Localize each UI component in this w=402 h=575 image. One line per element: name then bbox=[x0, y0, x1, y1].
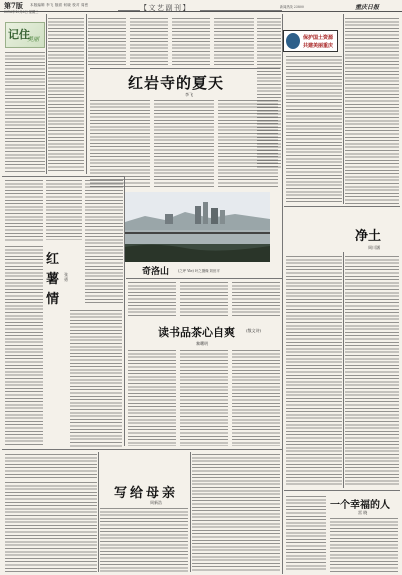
article-body bbox=[5, 454, 97, 478]
article-body bbox=[46, 180, 82, 240]
column-divider bbox=[46, 14, 47, 174]
column-divider bbox=[282, 14, 283, 574]
article-body bbox=[232, 350, 280, 446]
article-byline: 周川涵 bbox=[368, 245, 380, 250]
globe-icon bbox=[286, 33, 300, 49]
column-divider bbox=[86, 14, 87, 174]
article-byline: 周新浩 bbox=[150, 500, 162, 505]
article-body bbox=[5, 246, 43, 446]
issue-date: 2016年10月6日 星期三 bbox=[4, 10, 39, 14]
article-body bbox=[218, 100, 278, 188]
section-rule bbox=[284, 490, 400, 491]
column-divider bbox=[343, 252, 344, 488]
article-byline: 张勇 bbox=[64, 272, 68, 282]
article-body bbox=[88, 18, 126, 66]
article-body bbox=[180, 282, 228, 318]
ad-line-2: 共建美丽重庆 bbox=[303, 43, 334, 49]
section-rule bbox=[2, 176, 124, 177]
article-title: 读书品茶心自爽 bbox=[158, 326, 235, 339]
section-rule bbox=[2, 449, 282, 450]
article-title: 红岩寺的夏天 bbox=[128, 74, 225, 92]
article-body bbox=[130, 18, 168, 66]
article-body bbox=[100, 508, 188, 572]
article-body bbox=[286, 496, 326, 572]
column-divider bbox=[343, 14, 344, 204]
article-title: 一个幸福的人 bbox=[330, 500, 390, 511]
article-body bbox=[286, 56, 342, 204]
article-body bbox=[5, 52, 45, 172]
article-subtitle: (散文诗) bbox=[246, 328, 262, 333]
city-photo bbox=[125, 192, 270, 262]
article-byline: 李飞 bbox=[185, 92, 193, 97]
article-byline: 黎曙明 bbox=[196, 341, 208, 346]
logo-subtext: 美丽 bbox=[27, 36, 40, 43]
article-title: 红薯情 bbox=[46, 252, 60, 307]
editor-credits: 本版编辑 李飞 版面 何晓 校对 周密 bbox=[30, 3, 89, 7]
article-body bbox=[128, 350, 176, 446]
article-body bbox=[70, 310, 122, 448]
page-number: 第7版 bbox=[4, 1, 23, 10]
public-ad-box bbox=[283, 30, 338, 52]
photo-caption: (之坪 Yle) 叶之摄像 刘世平 bbox=[178, 269, 220, 273]
section-rule-right bbox=[200, 10, 282, 11]
article-body bbox=[232, 282, 280, 318]
article-body bbox=[192, 454, 280, 572]
column-logo bbox=[5, 22, 45, 48]
section-title: 【文艺副刊】 bbox=[140, 4, 191, 12]
article-body bbox=[180, 350, 228, 446]
logo-text: 记住 bbox=[8, 28, 30, 41]
article-body bbox=[48, 18, 84, 173]
article-body bbox=[286, 256, 342, 486]
article-byline: 雷 晓 bbox=[358, 510, 368, 515]
article-body bbox=[128, 282, 176, 318]
article-body bbox=[345, 256, 399, 486]
title-rule bbox=[284, 206, 400, 207]
article-body bbox=[90, 100, 150, 188]
title-rule bbox=[90, 68, 280, 69]
paper-name: 重庆日报 bbox=[355, 4, 380, 11]
paper-meta: 新闻热线 23800 bbox=[280, 5, 304, 9]
column-divider bbox=[98, 452, 99, 572]
article-title: 净土 bbox=[355, 229, 382, 244]
section-rule bbox=[126, 278, 282, 279]
article-body bbox=[5, 180, 43, 242]
section-rule-left bbox=[118, 10, 140, 11]
article-body bbox=[345, 18, 399, 204]
ad-line-1: 保护国土资源 bbox=[303, 35, 334, 41]
article-body bbox=[330, 518, 398, 572]
article-body bbox=[214, 18, 254, 66]
article-body bbox=[85, 180, 123, 305]
article-body bbox=[154, 100, 214, 188]
article-body bbox=[5, 482, 97, 572]
column-divider bbox=[190, 452, 191, 572]
article-body bbox=[172, 18, 210, 66]
photo-title: 奇洛山 bbox=[142, 267, 170, 277]
article-title: 写给母亲 bbox=[114, 486, 179, 501]
